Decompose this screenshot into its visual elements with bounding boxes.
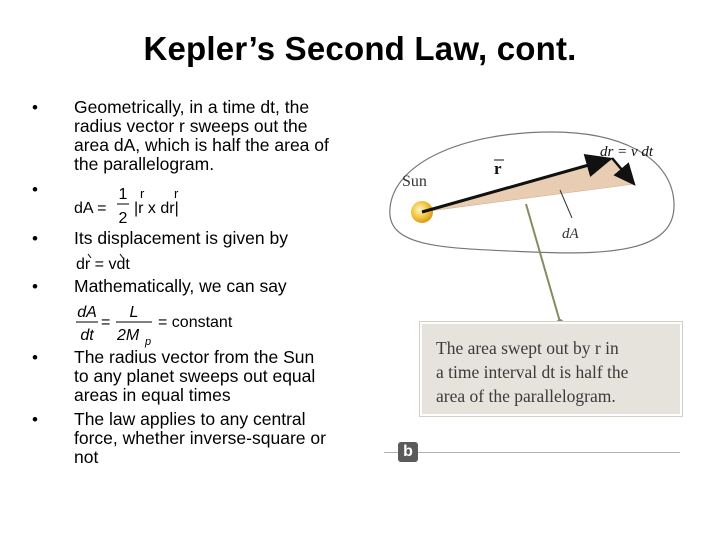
eq1-cross-product: |r x dr| (134, 200, 179, 217)
eq1-dr-accent: r (174, 186, 179, 201)
dA-pointer (560, 190, 572, 218)
caption-line: area of the parallelogram. (436, 386, 616, 406)
bullet-empty (32, 180, 52, 200)
eq1-lhs: dA = (74, 200, 107, 217)
bullet-displacement (32, 229, 372, 249)
panel-divider (384, 452, 680, 453)
bullet-equal-areas (32, 348, 372, 408)
bullet-line: radius vector r sweeps out the (74, 116, 308, 136)
caption-line: The area swept out by r in (436, 338, 619, 358)
eq2-text: dr = vdt (76, 256, 130, 273)
bullet-line: Geometrically, in a time dt, the (74, 97, 310, 117)
equation-displacement (76, 250, 166, 279)
eq3-den1: dt (80, 327, 94, 344)
eq1-denominator: 2 (118, 210, 128, 227)
bullet-marker: • (32, 277, 38, 296)
bullet-line: Its displacement is given by (74, 228, 288, 248)
eq3-num1: dA (77, 304, 97, 321)
equation-constant (76, 300, 256, 353)
bullet-line: force, whether inverse-square or (74, 428, 326, 448)
eq3-rhs: = constant (158, 314, 233, 331)
bullet-line: areas in equal times (74, 385, 231, 405)
eq3-den2: 2M (117, 327, 140, 344)
bullet-mathematically (32, 277, 372, 297)
bullet-marker: • (32, 348, 38, 367)
bullet-line: The radius vector from the Sun (74, 347, 315, 367)
caption-pointer (526, 204, 560, 322)
bullet-central-force (32, 410, 372, 470)
caption-line: a time interval dt is half the (436, 362, 629, 382)
sun-label: Sun (402, 173, 427, 190)
eq1-numerator: 1 (118, 186, 128, 203)
eq1-r-accent: r (140, 186, 145, 201)
bullet-line: area dA, which is half the area of (74, 135, 329, 155)
dA-label: dA (562, 226, 579, 242)
orbit-figure (382, 128, 682, 328)
equation-area (74, 182, 214, 233)
figure-caption (420, 322, 682, 416)
bullet-marker: • (32, 98, 38, 117)
eq3-num2: L (129, 304, 139, 321)
bullet-marker: • (32, 410, 38, 429)
bullet-line: Mathematically, we can say (74, 276, 287, 296)
eq3-subscript: p (145, 336, 152, 348)
bullet-line: not (74, 447, 99, 467)
bullet-line: The law applies to any central (74, 409, 306, 429)
r-label: r (494, 159, 502, 178)
bullet-line: to any planet sweeps out equal (74, 366, 316, 386)
bullet-marker: • (32, 229, 38, 248)
slide-title: Kepler’s Second Law, cont. (143, 30, 577, 67)
bullet-geometric (32, 98, 372, 178)
svg-text:=: = (101, 314, 111, 331)
bullet-marker: • (32, 180, 38, 199)
bullet-line: the parallelogram. (74, 154, 215, 174)
dr-label: dr = v dt (600, 144, 654, 160)
panel-label-badge: b (398, 442, 418, 462)
